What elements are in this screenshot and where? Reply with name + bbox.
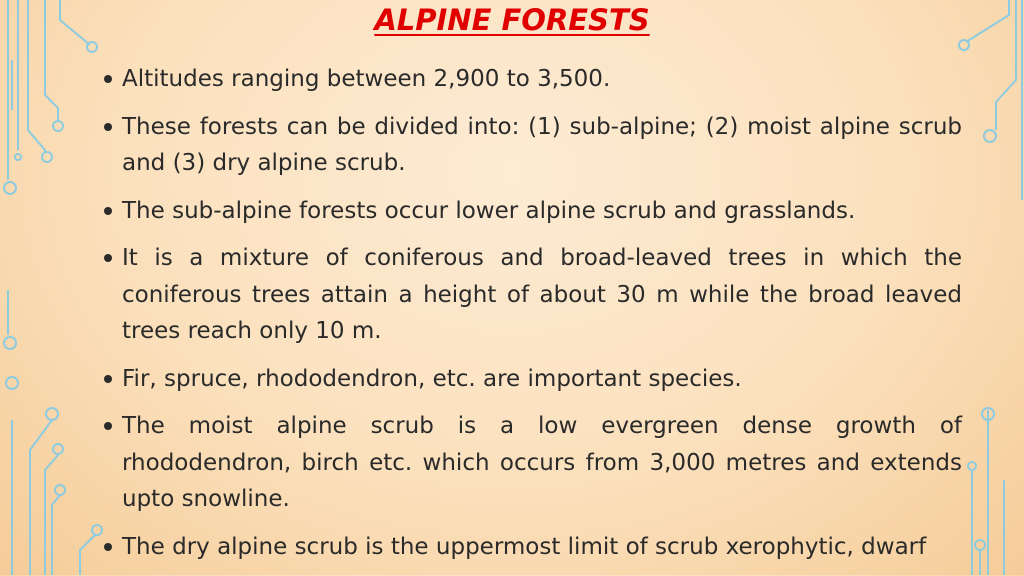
bullet-text: The dry alpine scrub is the uppermost limit of scrub xerophytic, dwarf — [122, 533, 927, 560]
bullet-item — [100, 109, 962, 182]
bullet-item — [100, 529, 962, 566]
bullet-dot-icon — [104, 375, 112, 383]
bullet-item — [100, 408, 962, 518]
bullet-item — [100, 193, 962, 230]
bullet-text: Altitudes ranging between 2,900 to 3,500. — [122, 66, 611, 92]
circuit-decoration-left — [0, 0, 110, 575]
bullet-dot-icon — [104, 75, 112, 83]
bullet-dot-icon — [104, 254, 112, 262]
slide-title: ALPINE FORESTS — [374, 3, 650, 37]
bullet-item — [100, 61, 962, 98]
bullet-dot-icon — [104, 422, 112, 430]
bullet-dot-icon — [104, 123, 112, 131]
bullet-dot-icon — [104, 207, 112, 215]
bullet-text: It is a mixture of coniferous and broad-leaved trees in which the coniferous trees attain a height of about 30 m while the broad leaved trees reach only 10 m. — [122, 245, 962, 344]
bullet-item — [100, 240, 962, 350]
bullet-text: Fir, spruce, rhododendron, etc. are important species. — [122, 365, 742, 392]
bullet-text: These forests can be divided into: (1) sub-alpine; (2) moist alpine scrub and (3) dry alpine scrub. — [122, 113, 962, 176]
bullet-text: The moist alpine scrub is a low evergreen dense growth of rhododendron, birch etc. which occurs from 3,000 metres and extends upto snowline. — [122, 413, 962, 512]
bullet-list — [100, 61, 962, 576]
bullet-dot-icon — [104, 543, 112, 551]
circuit-decoration-right — [954, 0, 1024, 575]
bullet-item — [100, 361, 962, 398]
bullet-text: The sub-alpine forests occur lower alpine scrub and grasslands. — [122, 197, 856, 224]
